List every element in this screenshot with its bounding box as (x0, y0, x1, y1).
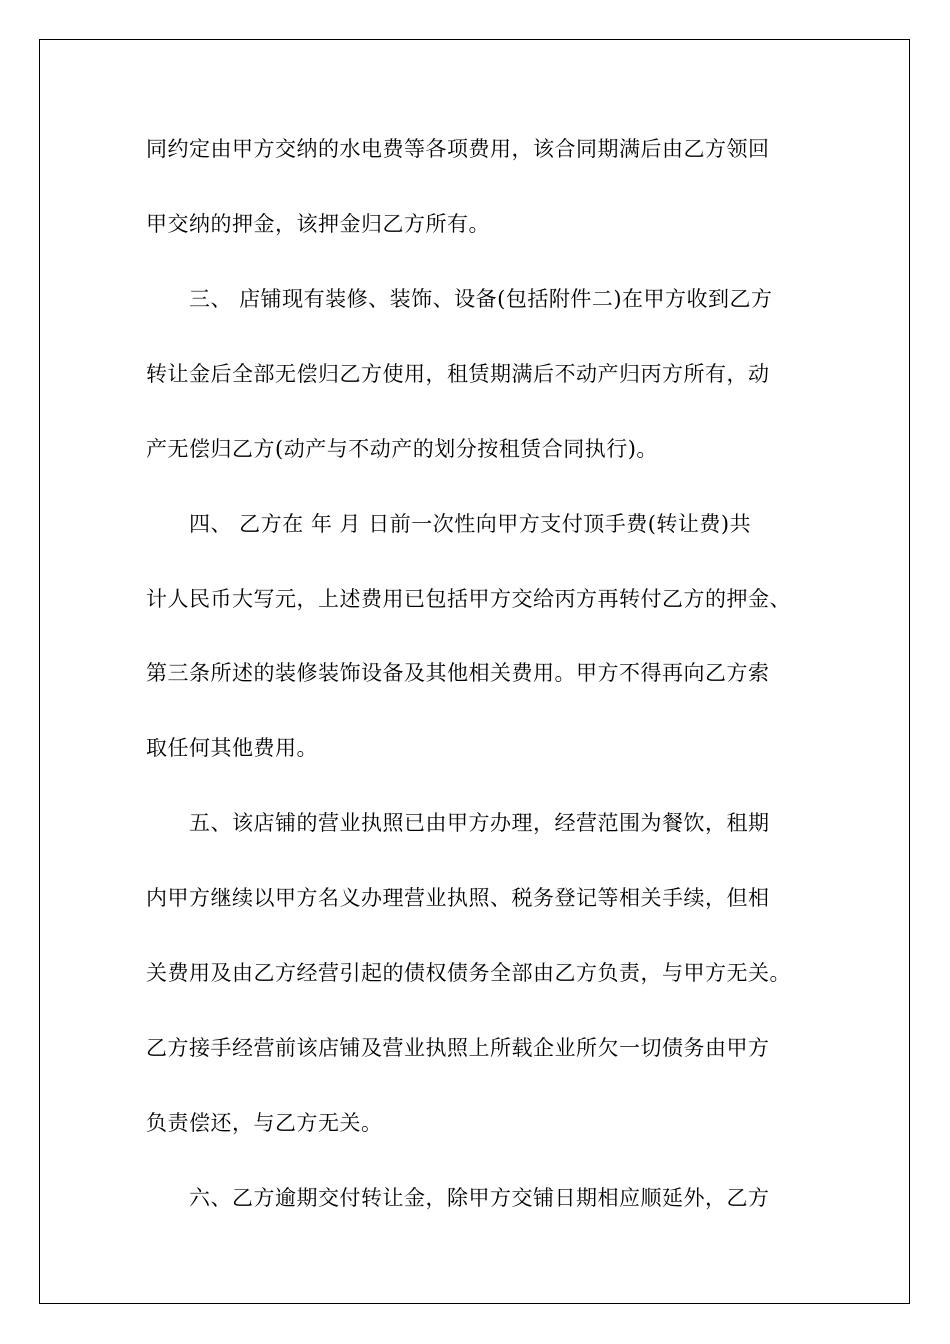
document-line: 第三条所述的装修装饰设备及其他相关费用。甲方不得再向乙方索 (146, 661, 770, 685)
document-line: 六、乙方逾期交付转让金，除甲方交铺日期相应顺延外，乙方 (146, 1186, 770, 1210)
document-line: 乙方接手经营前该店铺及营业执照上所载企业所欠一切债务由甲方 (146, 1036, 770, 1060)
document-line: 甲交纳的押金，该押金归乙方所有。 (146, 212, 490, 236)
document-line: 取任何其他费用。 (146, 736, 318, 760)
document-line: 负责偿还，与乙方无关。 (146, 1111, 383, 1135)
document-line: 五、该店铺的营业执照已由甲方办理，经营范围为餐饮，租期 (146, 811, 770, 835)
document-line: 四、 乙方在 年 月 日前一次性向甲方支付顶手费(转让费)共 (146, 512, 752, 536)
document-line: 产无偿归乙方(动产与不动产的划分按租赁合同执行)。 (146, 437, 658, 461)
document-line: 同约定由甲方交纳的水电费等各项费用，该合同期满后由乙方领回 (146, 137, 770, 161)
document-line: 转让金后全部无偿归乙方使用，租赁期满后不动产归丙方所有，动 (146, 362, 770, 386)
document-line: 三、 店铺现有装修、装饰、设备(包括附件二)在甲方收到乙方 (146, 287, 773, 311)
document-line: 内甲方继续以甲方名义办理营业执照、税务登记等相关手续，但相 (146, 886, 770, 910)
document-line: 计人民币大写元，上述费用已包括甲方交给丙方再转付乙方的押金、 (146, 587, 791, 611)
document-line: 关费用及由乙方经营引起的债权债务全部由乙方负责，与甲方无关。 (146, 961, 791, 985)
